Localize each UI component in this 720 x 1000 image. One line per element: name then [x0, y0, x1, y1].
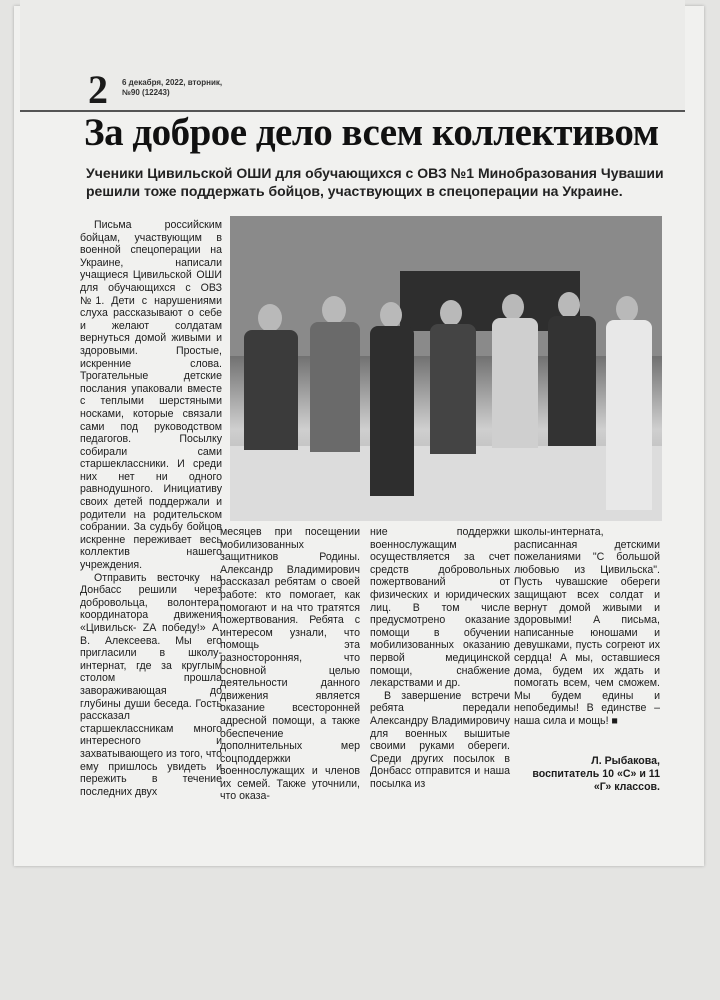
page-number: 2 — [88, 67, 108, 112]
article-column-2: месяцев при посещении мобилизованных защитников Родины. Александр Владимирович рассказал ребятам о своей работе: кто помогает, как помогают и на что тратятся пожертвования. Ребята с интересом узнали, что помощь эта разносторонняя, что основной целью деятельности данного движения является оказание всесторонней адресной помощи, а также обеспечение дополнительных мер соцподдержки военнослужащих и членов их семей. Также уточнили, что оказа- — [220, 526, 360, 803]
photo-table — [230, 446, 662, 521]
article-column-4: школы-интерната, расписанная детскими пожеланиями "С большой любовью из Цивильска". Пусть чувашские обереги защищают всех солдат и вернут домой живыми и здоровыми! А письма, написанные юношами и девушками, пусть согреют их сердца! А мы, оставшиеся дома, будем их ждать и помогать всем, чем сможем. Мы будем едины и непобедимы! В единстве – наша сила и мощь! ■ — [514, 526, 660, 727]
group-photo — [230, 216, 662, 521]
article-subtitle: Ученики Цивильской ОШИ для обучающихся с ОВЗ №1 Минобразования Чувашии решили тоже поддержать бойцов, участвующих в спецоперации на Украине. — [86, 165, 664, 199]
article-column-1 — [80, 219, 222, 798]
author-name: Л. Рыбакова, — [591, 755, 660, 767]
paragraph: Письма российским бойцам, участвующим в военной спецоперации на Украине, написали учащиеся Цивильской ОШИ для обучающихся с ОВЗ №1. Дети с нарушениями слуха рассказывают о себе и желают солдатам вернуться домой живыми и здоровыми. Простые, искренние слова. Трогательные детские послания упаковали вместе с теплыми шерстяными носками, которые связали сами под руководством педагогов. Посылку собирали сами старшеклассники. И среди них нет ни одного равнодушного. Инициативу своих детей поддержали и родители на родительском собрании. За судьбу бойцов искренне переживает весь коллектив нашего учреждения. — [80, 219, 222, 572]
paragraph: ние поддержки военнослужащим осуществляется за счет средств добровольных пожертвований от физических и юридических лиц. В том числе предусмотрено оказание помощи в обучении мобилизованных оказанию первой медицинской помощи, снабжение лекарствами и др. — [370, 526, 510, 690]
article-column-3 — [370, 526, 510, 790]
previous-page-strip — [20, 0, 685, 112]
author-role: воспитатель 10 «С» и 11 «Г» классов. — [532, 768, 660, 793]
issue-info — [122, 78, 222, 98]
paragraph: В завершение встречи ребята передали Александру Владимировичу для военных вышитые своими руками обереги. Среди других посылок в Донбасс отправится и наша посылка из — [370, 689, 510, 790]
article-title: За доброе дело всем коллективом — [84, 111, 659, 154]
issue-date: 6 декабря, 2022, вторник, — [122, 78, 223, 87]
issue-number: №90 (12243) — [122, 88, 170, 97]
author-signature — [520, 755, 660, 794]
paragraph: Отправить весточку на Донбасс решили через добровольца, волонтера, координатора движения «Цивильск- ZA победу!» А. В. Алексеева. Мы его пригласили в школу-интернат, где за круглым столом прошла завораживающая до глубины души беседа. Гость рассказал старшеклассникам много интересного и захватывающего из того, что ему пришлось увидеть и пережить в течение последних двух — [80, 571, 222, 798]
